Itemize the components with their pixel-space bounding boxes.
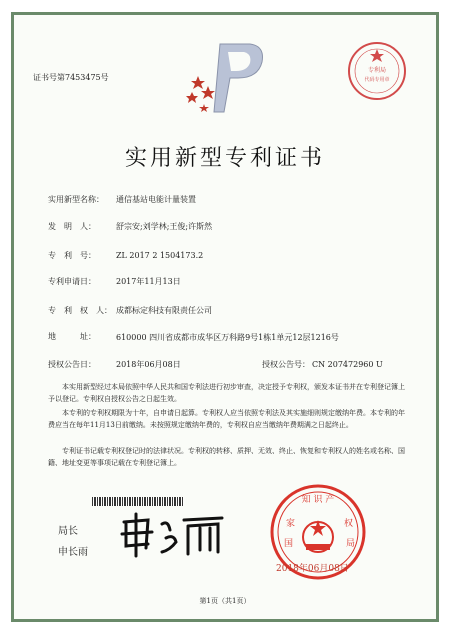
field-label: 专 利 号：: [48, 251, 96, 260]
field-label: 实用新型名称：: [48, 195, 104, 204]
field-label: 地 址：: [48, 332, 96, 341]
announcement-date: 2018年06月08日: [116, 360, 181, 369]
announcement-no: CN 207472960 U: [312, 360, 383, 369]
field-label: 发 明 人：: [48, 222, 96, 231]
svg-text:权: 权: [344, 519, 354, 529]
svg-text:家: 家: [286, 519, 296, 529]
field-label: 专 利 权 人：: [48, 306, 112, 315]
announcement-no-label: 授权公告号：: [262, 360, 310, 369]
field-value: 舒宗安;刘学林;王俊;许斯然: [116, 222, 213, 231]
field-label: 专利申请日：: [48, 277, 96, 286]
svg-text:知 识 产: 知 识 产: [301, 495, 335, 505]
certificate-number: 证书号第7453475号: [33, 73, 109, 82]
field-value: ZL 2017 2 1504173.2: [116, 251, 204, 260]
paragraph: 本实用新型经过本局依照中华人民共和国专利法进行初步审查，决定授予专利权，颁发本证书并在专利登记簿上予以登记。专利权自授权公告之日起生效。: [48, 383, 405, 403]
svg-text:局: 局: [346, 539, 356, 549]
page-title: 实用新型专利证书: [124, 146, 325, 171]
page-number: 第1页（共1页）: [199, 597, 251, 605]
seal-date: 2018年06月08日: [276, 564, 349, 574]
field-value: 成都标定科技有限责任公司: [116, 306, 212, 315]
director-signature: [118, 510, 228, 560]
paragraph: 本专利的专利权期限为十年，自申请日起算。专利权人应当依照专利法及其实施细则规定缴纳年费。本专利的年费应当在每年11月13日前缴纳。未按照规定缴纳年费的，专利权自应当缴纳年费期满之日起终止。: [48, 409, 405, 429]
svg-text:代码专用章: 代码专用章: [364, 77, 390, 83]
field-value: 通信基站电能计量装置: [116, 195, 196, 204]
field-value: 2017年11月13日: [116, 277, 181, 286]
field-value: 610000 四川省成都市成华区万科路9号1栋1单元12层1216号: [116, 333, 339, 342]
director-name: 申长雨: [58, 547, 88, 558]
announcement-date-label: 授权公告日：: [48, 360, 96, 369]
patent-office-logo: [180, 38, 270, 116]
office-code-seal: [346, 40, 408, 102]
svg-text:国: 国: [284, 539, 294, 549]
director-title: 局长: [58, 526, 78, 537]
barcode: [92, 497, 184, 506]
paragraph: 专利证书记载专利权登记时的法律状况。专利权的转移、质押、无效、终止、恢复和专利权人的姓名或名称、国籍、地址变更等事项记载在专利登记簿上。: [48, 447, 405, 467]
svg-text:专利局: 专利局: [367, 67, 387, 74]
